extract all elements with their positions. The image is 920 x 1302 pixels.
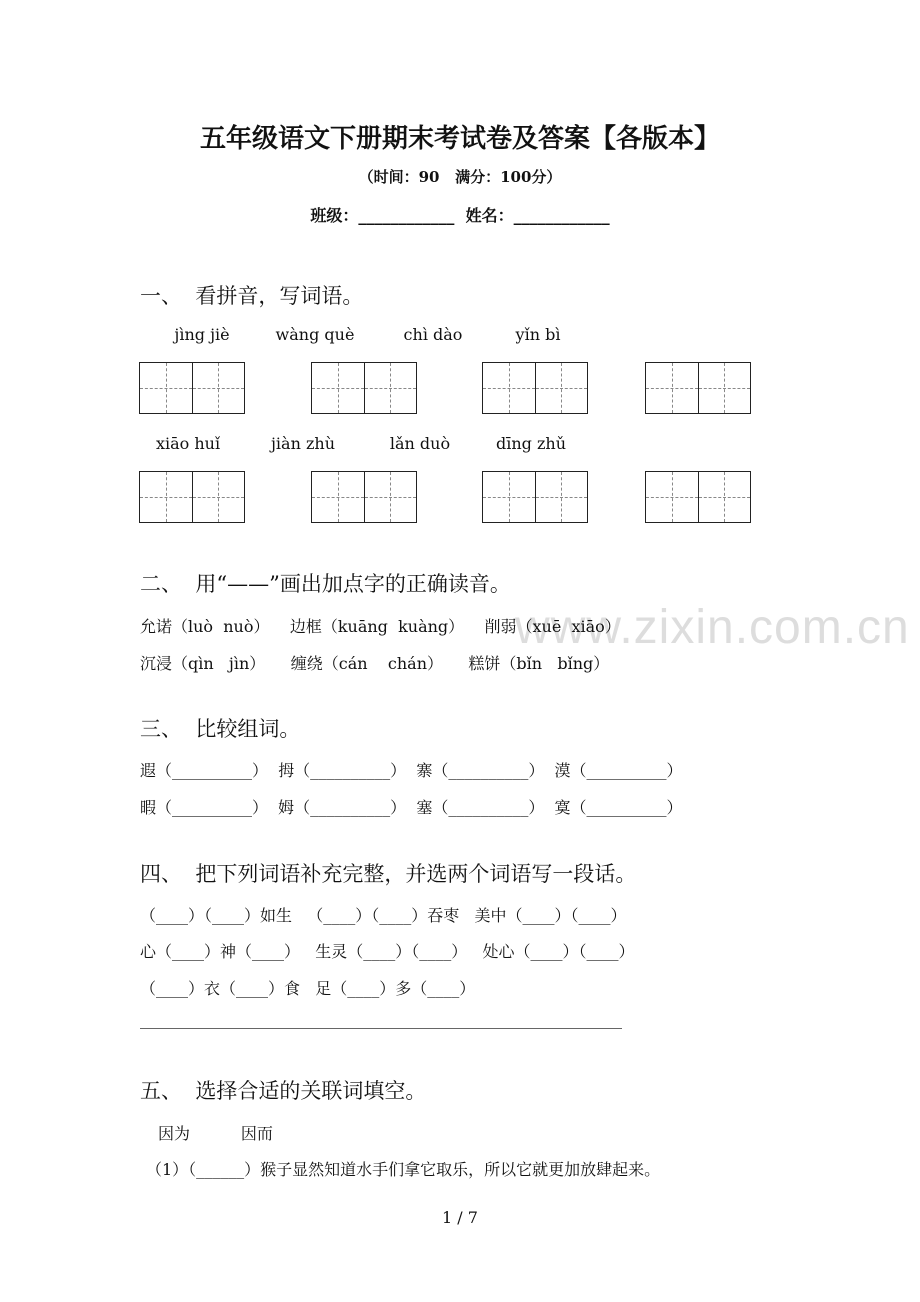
pinyin-label: jìng jiè (174, 325, 230, 344)
section-5-heading: 五、 选择合适的关联词填空。 (140, 1079, 427, 1103)
pinyin-label: xiāo huǐ (155, 434, 221, 453)
page-title: 五年级语文下册期末考试卷及答案【各版本】 (199, 124, 720, 154)
idiom-fill-line[interactable]: （____）（____）如生 （____）（____）吞枣 美中（____）（____） (140, 906, 627, 925)
idiom-fill-line[interactable]: 心（____）神（____） 生灵（____）（____） 处心（____）（____） (140, 942, 635, 961)
writing-grid[interactable] (645, 471, 751, 523)
pinyin-label: lǎn duò (389, 434, 451, 453)
pronunciation-line[interactable]: 沉浸（qìn jìn） 缠绕（cán chán） 糕饼（bǐn bǐng） (140, 654, 610, 673)
writing-grid[interactable] (645, 362, 751, 414)
exam-meta: （时间：90 满分：100分） (358, 168, 562, 186)
writing-grid[interactable] (139, 471, 245, 523)
writing-grid[interactable] (482, 471, 588, 523)
pronunciation-line[interactable]: 允诺（luò nuò） 边框（kuāng kuàng） 削弱（xuē xiāo） (140, 617, 621, 636)
pinyin-label: dīng zhǔ (495, 434, 567, 453)
idiom-fill-line[interactable]: （____）衣（____）食 足（____）多（____） (140, 979, 476, 998)
section-2-heading: 二、 用“——”画出加点字的正确读音。 (140, 572, 511, 596)
writing-grid[interactable] (482, 362, 588, 414)
pinyin-label: chì dào (403, 325, 463, 344)
section-3-heading: 三、 比较组词。 (140, 717, 301, 741)
question-1[interactable]: （1）（______）猴子显然知道水手们拿它取乐，所以它就更加放肆起来。 (146, 1160, 661, 1179)
watermark: www.zixin.com.cn (515, 601, 910, 654)
writing-grid[interactable] (139, 362, 245, 414)
writing-grid[interactable] (311, 471, 417, 523)
pinyin-label: wàng què (275, 325, 355, 344)
section-4-heading: 四、 把下列词语补充完整，并选两个词语写一段话。 (140, 862, 637, 886)
page-number: 1 / 7 (442, 1208, 478, 1227)
pinyin-label: jiàn zhù (270, 434, 336, 453)
answer-line[interactable] (140, 1028, 622, 1029)
pinyin-label: yǐn bì (515, 325, 561, 344)
section-1-heading: 一、 看拼音，写词语。 (140, 284, 364, 308)
conjunction-options: 因为 因而 (158, 1124, 273, 1143)
word-compare-line[interactable]: 暇（__________） 姆（__________） 塞（__________） 寞（__________） (140, 798, 683, 817)
student-info-line: 班级：____________ 姓名：____________ (310, 206, 610, 225)
writing-grid[interactable] (311, 362, 417, 414)
word-compare-line[interactable]: 遐（__________） 拇（__________） 寨（__________） 漠（__________） (140, 761, 683, 780)
